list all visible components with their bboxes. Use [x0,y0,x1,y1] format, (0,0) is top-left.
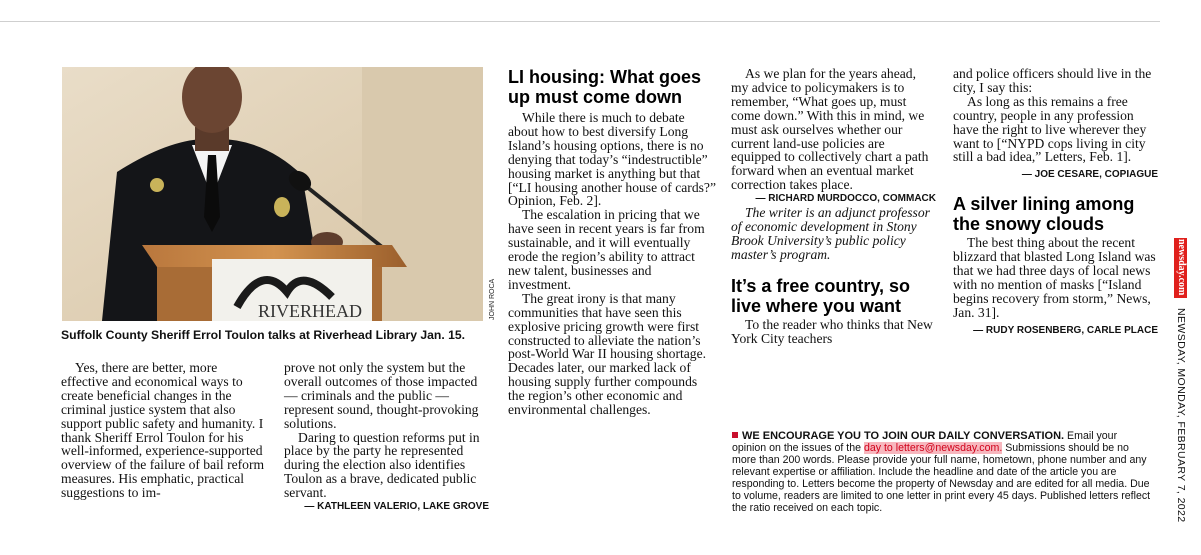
photo-caption: Suffolk County Sheriff Errol Toulon talks at Riverhead Library Jan. 15. [61,328,466,342]
letter2-paragraph: As we plan for the years ahead, my advice to policymakers is to remember, “What goes up, must come down.” With this in mind, we must ask ourselves whether our current land-use policies are equipped to collectively chart a path forward when an eventual market correction takes place. [731,66,929,193]
dateline: NEWSDAY, MONDAY, FEBRUARY 7, 2022 [1175,308,1187,523]
email-link[interactable]: day to letters@newsday.com. [863,442,1003,454]
badge-label: newsday.com [1176,239,1187,296]
letter1-paragraph: Yes, there are better, more effective and economical ways to create beneficial changes in the criminal justice system that also support public safety and humanity. I thank Sheriff Errol Toulon for his well-informed, experience-supported overview of the failure of bail reform measures. His emphatic, practical suggestions to im- [61,360,265,501]
letter2-paragraph: While there is much to debate about how to best diversify Long Island’s housing options, there is no denying that today’s “indestructible” housing market is anything but that [“LI housing another house of cards?” Opinion, Feb. 2]. [508,110,716,209]
podium-sign: RIVERHEAD [258,301,362,321]
letter3-paragraph: To the reader who thinks that New York City teachers [731,316,933,346]
letter4-headline: A silver lining among the snowy clouds [953,194,1135,235]
letter2-paragraph: The escalation in pricing that we have seen in recent years is far from sustainable, and it will eventually erode the region’s ability to attract new talent, businesses and investment. [508,207,705,292]
photo-illustration [62,67,483,321]
letter3-paragraph: and police officers should live in the city, I say this: [953,66,1152,95]
newsday-badge [1174,238,1187,298]
letter2-signature: — RICHARD MURDOCCO, COMMACK [755,193,936,205]
letter2-headline: LI housing: What goes up must come down [508,67,701,107]
letter4-paragraph: The best thing about the recent blizzard that blasted Long Island was that we had three days of local news with no mention of masks [“Island begins recovery from storm,” News, Jan. 31]. [953,235,1156,320]
letter1-column1 [61,361,267,500]
top-rule [0,21,1160,22]
letter1-paragraph: Daring to question reforms put in place by the party he represented during the election also identifies Toulon as a brave, dedicated public servant. [284,429,480,501]
letter2-author-note: The writer is an adjunct professor of economic development in Stony Brook University’s public policy master’s program. [731,205,930,262]
promo-text: Submissions should be no more than 200 words. Please provide your full name, hometown, phone number and any relevant expertise or affiliation. Include the headline and date of the article you are responding to. Letters become the property of Newsday and are edited for all media. Due to volume, readers are limited to one letter in print every 45 days. Published letters reflect the ratio received on each topic. [732,442,1151,514]
letter1-paragraph: prove not only the system but the overall outcomes of those impacted — criminals and the public — represent sound, thought-provoking solutions. [284,360,479,431]
promo-text: Email your opinion on the issues of the [732,430,1118,454]
red-square-icon [732,432,738,438]
letter1-signature: — KATHLEEN VALERIO, LAKE GROVE [304,501,489,513]
promo-lead: WE ENCOURAGE YOU TO JOIN OUR DAILY CONVERSATION. [742,430,1065,442]
sheriff-photo [62,67,483,321]
letter3-headline: It’s a free country, so live where you want [731,275,911,316]
letter2-column2 [731,67,936,346]
letter4-signature: — RUDY ROSENBERG, CARLE PLACE [973,324,1158,336]
letters-promo [732,430,1152,514]
letter2-paragraph: The great irony is that many communities that have seen this explosive pricing growth were first constructed to alleviate the nation’s post-World War II housing shortage. Decades later, our marked lack of housing supply further compounds the region’s other economic and environmental challenges. [508,290,707,418]
letter3-signature: — JOE CESARE, COPIAGUE [1021,169,1158,181]
letter1-column2 [284,361,489,514]
photo-credit: JOHN ROCA [489,278,496,320]
letter2-column [508,67,716,417]
letter3-column [953,67,1158,338]
letter3-paragraph: As long as this remains a free country, people in any profession have the right to live wherever they want to [“NYPD cops living in city still a bad idea,” Letters, Feb. 1]. [953,93,1147,165]
